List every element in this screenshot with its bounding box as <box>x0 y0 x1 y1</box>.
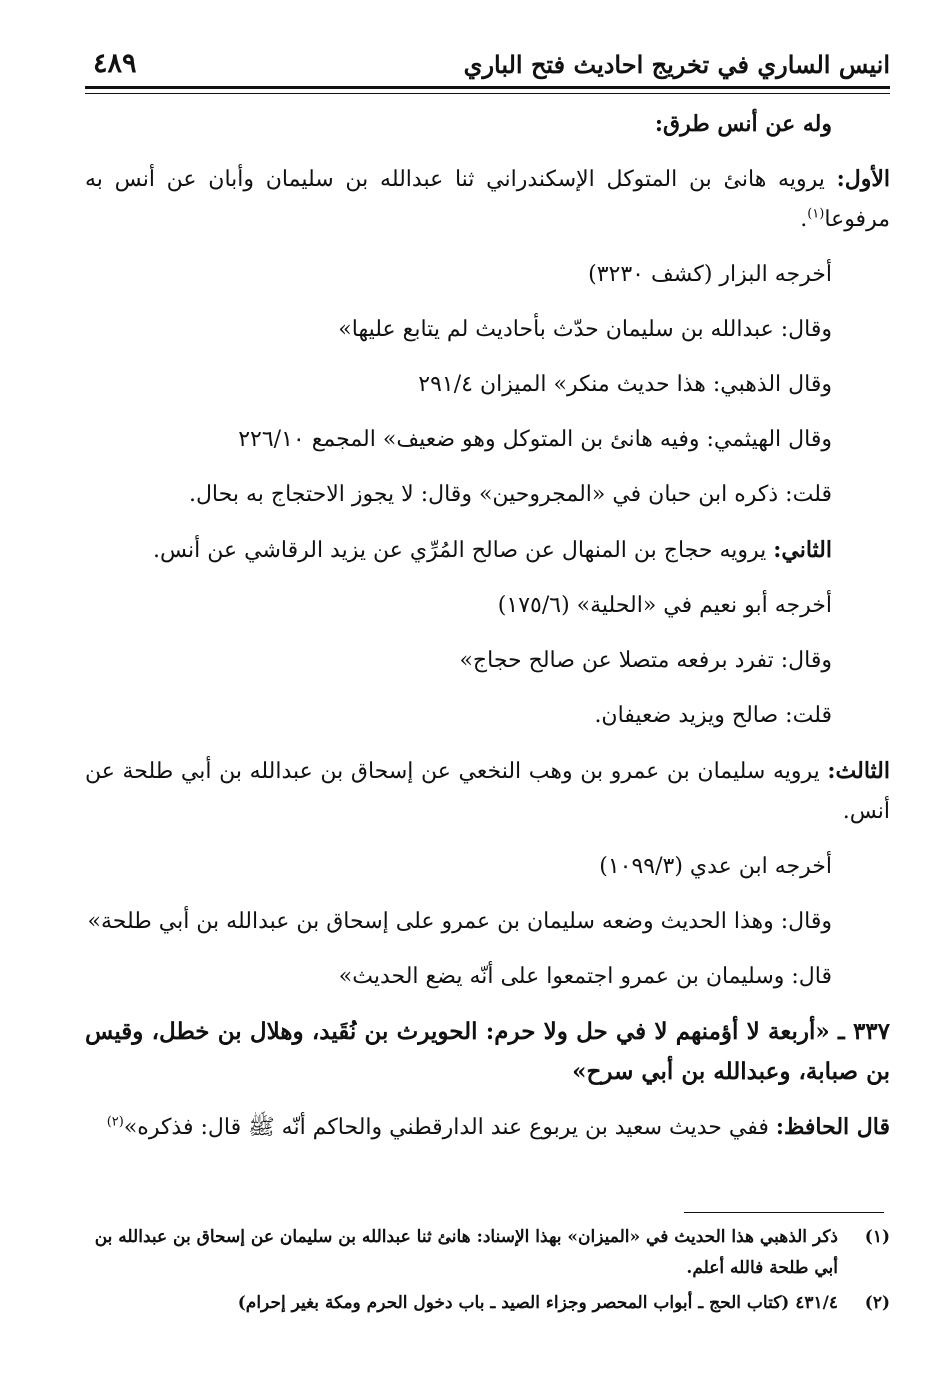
paragraph-ibn-hibban: قلت: ذكره ابن حبان في «المجروحين» وقال: لا يجوز الاحتجاج به بحال. <box>188 482 832 507</box>
paragraph-abu-nuaym: أخرجه أبو نعيم في «الحلية» (١٧٥/٦) <box>497 593 832 618</box>
paragraph-haythami: وقال الهيثمي: وفيه هانئ بن المتوكل وهو ضعيف» المجمع ٢٢٦/١٠ <box>238 427 832 452</box>
intro-line: وله عن أنس طرق: <box>654 111 832 137</box>
paragraph-dhahabi: وقال الذهبي: هذا حديث منكر» الميزان ٢٩١/٤ <box>418 372 832 397</box>
footnote-rule <box>684 1212 884 1213</box>
second-text: يرويه حجاج بن المنهال عن صالح المُرِّي عن يزيد الرقاشي عن أنس. <box>152 538 767 563</box>
paragraph-abu-nuaym-quote: وقال: تفرد برفعه متصلا عن صالح حجاج» <box>459 648 832 673</box>
footnote-ref-2: (٢) <box>106 1114 124 1130</box>
first-end: . <box>800 207 808 232</box>
page-header <box>85 44 890 86</box>
running-title: انيس الساري في تخريج احاديث فتح الباري <box>463 50 890 79</box>
footnote <box>85 1222 890 1284</box>
paragraph-ibn-adi: أخرجه ابن عدي (١٠٩٩/٣) <box>599 854 832 879</box>
first-label: الأول: <box>836 166 890 192</box>
hafiz-text: ففي حديث سعيد بن يربوع عند الدارقطني والحاكم أنّه ﷺ قال: فذكره» <box>123 1115 769 1140</box>
paragraph-ibn-adi-quote: وقال: وهذا الحديث وضعه سليمان بن عمرو على إسحاق بن عبدالله بن أبي طلحة» <box>87 909 832 934</box>
main-text <box>85 104 890 1163</box>
paragraph-first <box>85 159 890 240</box>
second-label: الثاني: <box>773 537 832 563</box>
third-text: يرويه سليمان بن عمرو بن وهب النخعي عن إسحاق بن عبدالله بن أبي طلحة عن أنس. <box>85 759 890 824</box>
paragraph-sulayman: قال: وسليمان بن عمرو اجتمعوا على أنّه يضع الحديث» <box>338 964 832 989</box>
footnote <box>85 1288 890 1319</box>
footnote-number: (١) <box>864 1227 890 1247</box>
footnote-ref-1: (١) <box>807 206 825 222</box>
footnote-text: ذكر الذهبي هذا الحديث في «الميزان» بهذا الإسناد: هانئ ثنا عبدالله بن سليمان عن إسحاق بن عبدالله بن أبي طلحة فالله أعلم. <box>94 1227 838 1278</box>
paragraph-salih: قلت: صالح ويزيد ضعيفان. <box>594 703 832 728</box>
header-rule-thin <box>85 93 890 94</box>
footnote-number: (٢) <box>864 1293 890 1313</box>
hadith-337: ٣٣٧ ـ «أربعة لا أؤمنهم لا في حل ولا حرم: الحويرث بن نُقَيد، وهلال بن خطل، وقيس بن صبابة، وعبدالله بن أبي سرح» <box>85 1018 890 1085</box>
footnote-text: ٤٣١/٤ (كتاب الحج ـ أبواب المحصر وجزاء الصيد ـ باب دخول الحرم ومكة بغير إحرام) <box>237 1293 838 1313</box>
third-label: الثالث: <box>827 758 890 784</box>
first-text: يرويه هانئ بن المتوكل الإسكندراني ثنا عبدالله بن سليمان وأبان عن أنس به مرفوعا <box>85 167 890 232</box>
paragraph-bazzar-quote: وقال: عبدالله بن سليمان حدّث بأحاديث لم يتابع عليها» <box>338 317 832 342</box>
header-rule-thick <box>85 86 890 89</box>
paragraph-second <box>85 530 832 571</box>
hafiz-label: قال الحافظ: <box>775 1114 890 1140</box>
page-number: ٤٨٩ <box>93 48 137 79</box>
paragraph-third <box>85 751 890 832</box>
footnotes <box>85 1222 890 1323</box>
paragraph-bazzar: أخرجه البزار (كشف ٣٢٣٠) <box>588 262 832 287</box>
paragraph-hafiz <box>85 1107 890 1148</box>
